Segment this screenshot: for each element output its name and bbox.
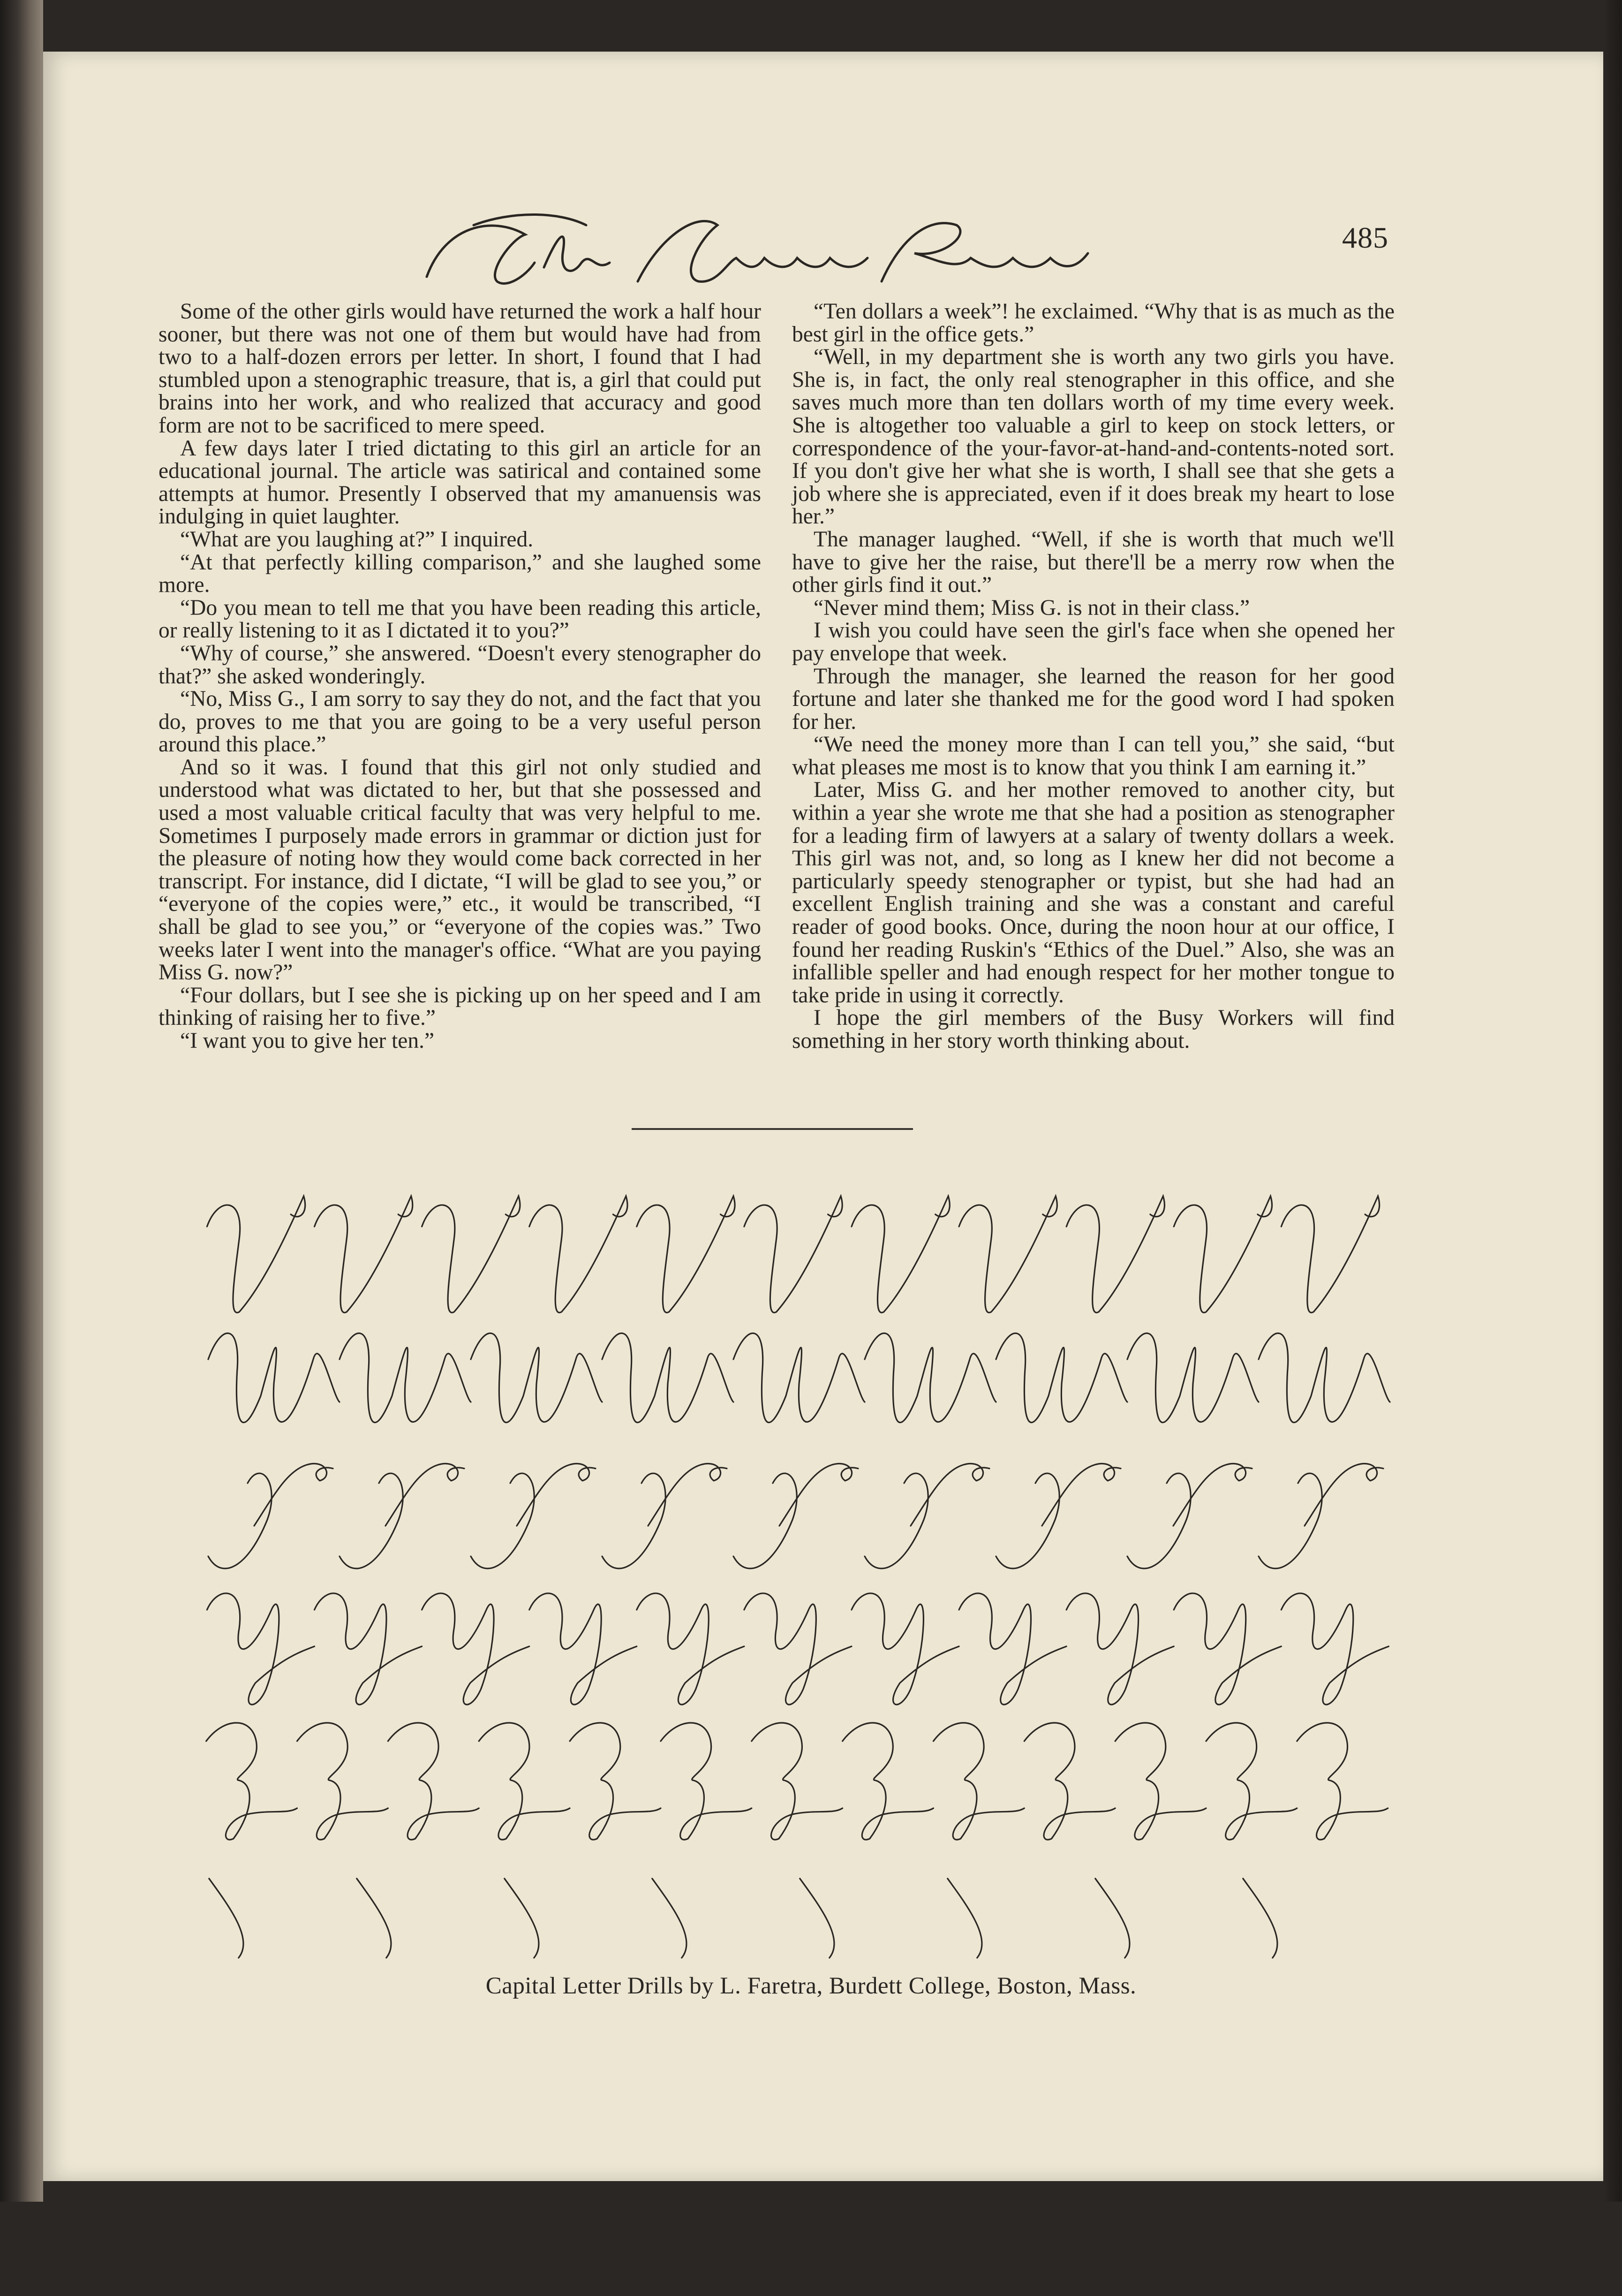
paragraph: “Four dollars, but I see she is picking up on her speed and I am thinking of raising her to five.” [158, 983, 761, 1031]
drill-letter-Z [479, 1723, 570, 1840]
drill-letter-Z [843, 1723, 934, 1840]
drill-letter-Z [933, 1723, 1024, 1840]
drill-letter-Z [752, 1723, 843, 1840]
drill-letter-X [996, 1463, 1121, 1569]
paragraph: Later, Miss G. and her mother removed to another city, but within a year she wrote me that she had a position as stenographer for a leading firm of lawyers at a salary of twenty dollars a week. This girl was not, and, so long as I knew her did not become a particularly speedy stenographer or typist, but she had had an excellent English training and she was a constant and careful reader of good books. Once, during the noon hour at our office, I found her reading Ruskin's “Ethics of the Duel.” Also, she was an infallible speller and had enough respect for her mother tongue to take pride in using it correctly. [792, 778, 1395, 1008]
drill-letter-Y [744, 1593, 852, 1705]
drill-letter-V [422, 1196, 520, 1312]
paragraph: “Never mind them; Miss G. is not in their class.” [814, 595, 1250, 620]
drill-letter-V [637, 1196, 735, 1312]
drill-letter-X [339, 1463, 464, 1569]
capital-letter-drills [202, 1177, 1383, 2294]
drill-letter-W [471, 1333, 602, 1422]
drill-letter-V [852, 1196, 950, 1312]
drill-letter-X [208, 1463, 333, 1569]
page-edge-shadow [1603, 0, 1622, 2202]
drill-letter-Y [529, 1593, 637, 1705]
drill-letter-W [208, 1333, 339, 1422]
drill-row-X [208, 1463, 1383, 1569]
drill-letter-W [1127, 1333, 1259, 1422]
drill-letter-X [733, 1463, 858, 1569]
drill-letter-V [315, 1196, 413, 1312]
drill-letter-X [471, 1463, 596, 1569]
drill-letter-V [744, 1196, 842, 1312]
drill-letter-Y [959, 1593, 1066, 1705]
drill-letter-Z [1115, 1723, 1206, 1840]
drill-letter-Y [852, 1593, 959, 1705]
drill-letter-Y [207, 1593, 314, 1705]
drill-letter-Z [206, 1723, 297, 1840]
drill-letter-V [959, 1196, 1057, 1312]
drill-letter-amp [800, 1879, 834, 1958]
paragraph: “I want you to give her ten.” [180, 1029, 435, 1053]
drill-letter-Z [388, 1723, 479, 1840]
drill-letter-W [602, 1333, 733, 1422]
drill-svg [202, 1177, 1383, 2294]
paragraph: The manager laughed. “Well, if she is worth that much we'll have to give her the raise, but there'll be a merry row when the other girls find it out.” [792, 527, 1395, 598]
paragraph: “Why of course,” she answered. “Doesn't every stenographer do that?” she asked wonderingly. [158, 641, 761, 689]
paragraph: Through the manager, she learned the reason for her good fortune and later she thanked me for the good word I had spoken for her. [792, 664, 1395, 734]
paragraph: I wish you could have seen the girl's face when she opened her pay envelope that week. [792, 618, 1395, 666]
drill-letter-Z [1024, 1723, 1115, 1840]
masthead-logo [417, 206, 1093, 291]
drill-letter-V [1066, 1196, 1164, 1312]
drill-letter-amp [505, 1879, 539, 1958]
drill-letter-X [1259, 1463, 1383, 1569]
drill-letter-amp [1095, 1879, 1130, 1958]
paragraph: “At that perfectly killing comparison,” and she laughed some more. [158, 550, 761, 598]
drill-letter-amp [357, 1879, 391, 1958]
page-number: 485 [1342, 221, 1388, 254]
masthead-script-svg [417, 206, 1093, 291]
drill-row-V [207, 1196, 1379, 1312]
drill-caption: Capital Letter Drills by L. Faretra, Burdett College, Boston, Mass. [485, 1973, 1137, 1999]
drill-letter-Z [1206, 1723, 1297, 1840]
drill-row-Z [206, 1723, 1388, 1840]
paragraph: And so it was. I found that this girl not only studied and understood what was dictated to her, but that she possessed and used a most valuable critical faculty that was very helpful to me. Sometimes I purposely made errors in grammar or diction just for the pleasure of noting how they would come back corrected in her transcript. For instance, did I dictate, “I will be glad to see you,” or “everyone of the copies were,” etc., it would be transcribed, “I shall be glad to see you,” or “everyone of the copies was.” Two weeks later I went into the manager's office. “What are you paying Miss G. now?” [158, 755, 761, 985]
drill-letter-amp [1243, 1879, 1277, 1958]
right-article-column [792, 300, 1395, 1053]
drill-letter-amp [652, 1879, 687, 1958]
paragraph: “No, Miss G., I am sorry to say they do not, and the fact that you do, proves to me that you are going to be a very useful person around this place.” [158, 687, 761, 757]
drill-letter-V [207, 1196, 305, 1312]
paragraph: A few days later I tried dictating to this girl an article for an educational journal. The article was satirical and contained some attempts at humor. Presently I observed that my amanuensis was indulging in quiet laughter. [158, 436, 761, 529]
drill-letter-Y [315, 1593, 422, 1705]
drill-letter-Z [1297, 1723, 1388, 1840]
drill-letter-W [865, 1333, 996, 1422]
drill-letter-W [339, 1333, 471, 1422]
book-spine [0, 0, 43, 2202]
section-divider-rule [632, 1128, 913, 1130]
paragraph: I hope the girl members of the Busy Workers will find something in her story worth thinking about. [792, 1006, 1395, 1053]
drill-letter-Z [661, 1723, 752, 1840]
paragraph: “Well, in my department she is worth any two girls you have. She is, in fact, the only real stenographer in this office, and she saves much more than ten dollars worth of my time every week. She is altogether too valuable a girl to keep on stock letters, or correspondence of the your-favor-at-hand-and-contents-noted sort. If you don't give her what she is worth, I shall see that she gets a job where she is appreciated, even if it does break my heart to lose her.” [792, 345, 1395, 529]
drill-letter-W [733, 1333, 865, 1422]
drill-letter-Y [637, 1593, 744, 1705]
drill-letter-W [996, 1333, 1127, 1422]
drill-letter-X [865, 1463, 989, 1569]
drill-letter-X [602, 1463, 727, 1569]
left-article-column [158, 300, 761, 1053]
drill-letter-amp [948, 1879, 982, 1958]
paragraph: “Ten dollars a week”! he exclaimed. “Why that is as much as the best girl in the office gets.” [792, 299, 1395, 347]
drill-row-amp [209, 1879, 1277, 1958]
paragraph: Some of the other girls would have returned the work a half hour sooner, but there was not one of them but would have had from two to a half-dozen errors per letter. In short, I found that I had stumbled upon a stenographic treasure, that is, a girl that could put brains into her work, and who realized that accuracy and good form are not to be sacrificed to mere speed. [158, 299, 761, 438]
drill-letter-Y [1281, 1593, 1388, 1705]
drill-letter-W [1259, 1333, 1390, 1422]
drill-letter-V [1174, 1196, 1272, 1312]
drill-letter-X [1127, 1463, 1252, 1569]
drill-letter-Z [297, 1723, 388, 1840]
drill-letter-V [529, 1196, 627, 1312]
paragraph: “We need the money more than I can tell you,” she said, “but what pleases me most is to know that you think I am earning it.” [792, 732, 1395, 780]
drill-letter-Y [422, 1593, 529, 1705]
paragraph: “Do you mean to tell me that you have been reading this article, or really listening to it as I dictated it to you?” [158, 595, 761, 643]
drill-letter-Y [1066, 1593, 1174, 1705]
drill-letter-Z [570, 1723, 661, 1840]
drill-letter-V [1281, 1196, 1379, 1312]
drill-letter-amp [209, 1879, 243, 1958]
drill-row-Y [207, 1593, 1388, 1705]
paragraph: “What are you laughing at?” I inquired. [180, 527, 534, 552]
drill-row-W [208, 1333, 1390, 1422]
drill-letter-Y [1174, 1593, 1281, 1705]
